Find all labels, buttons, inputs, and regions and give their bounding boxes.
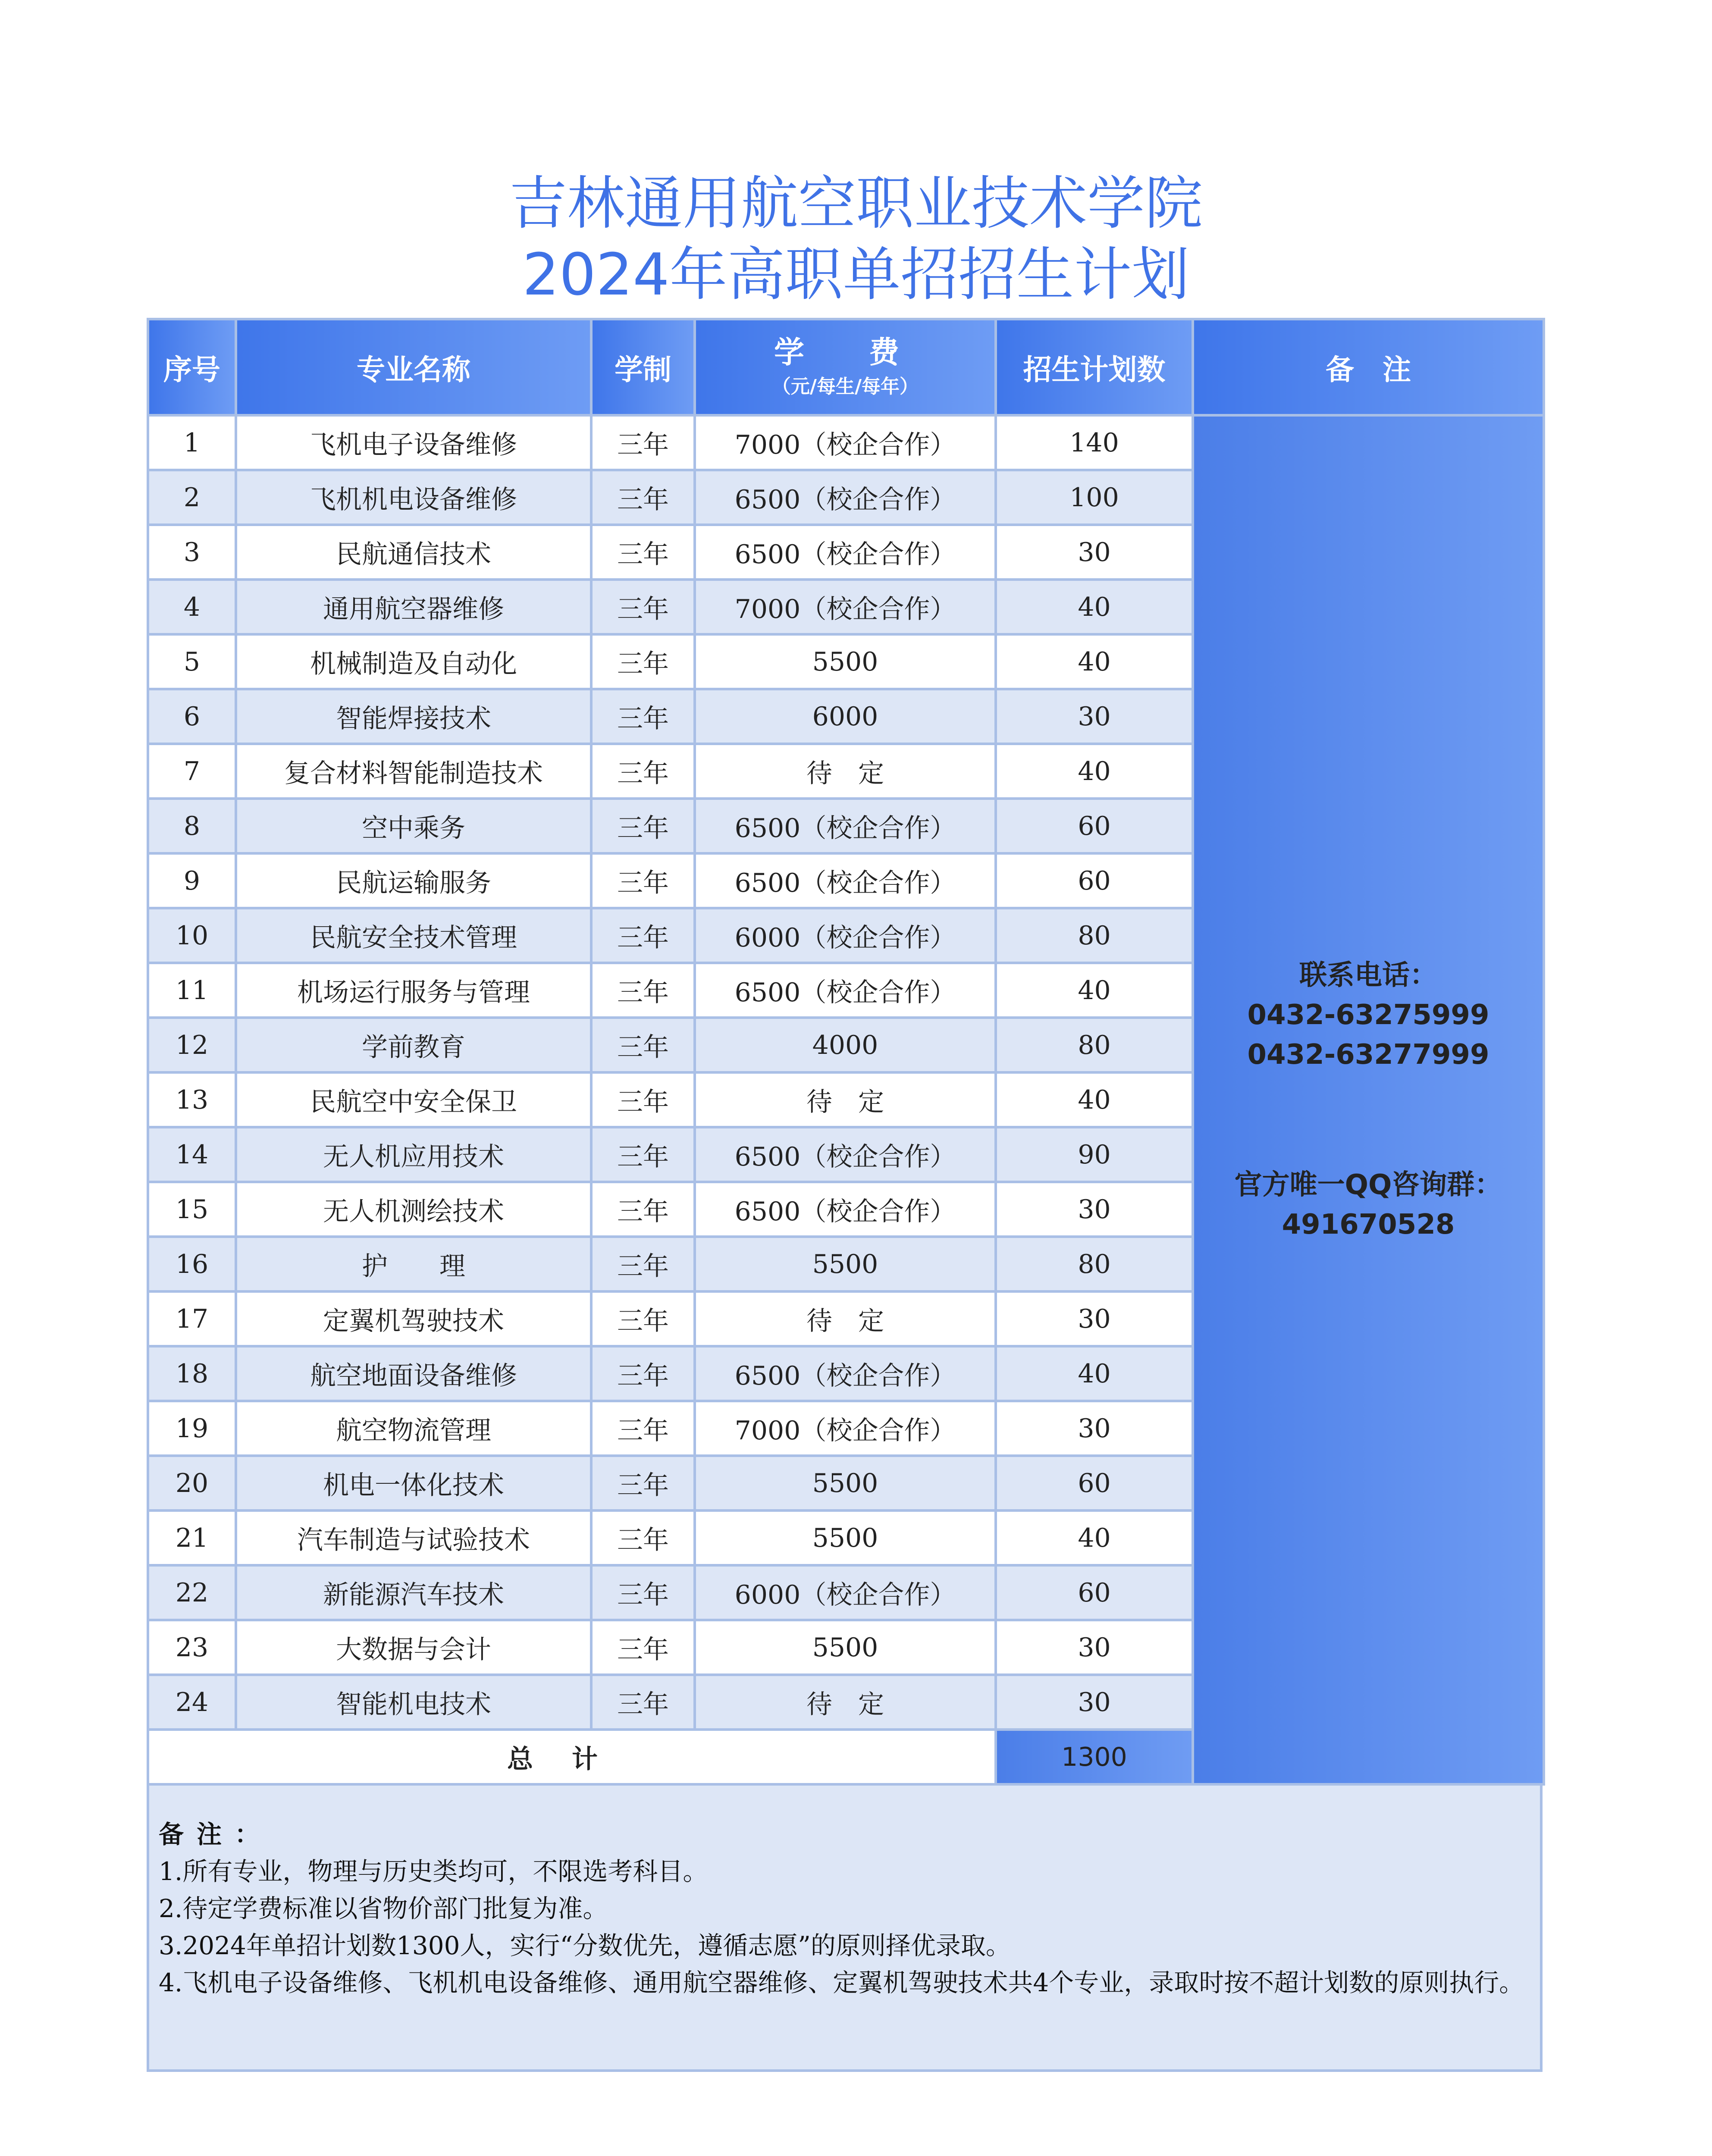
row-quota: 80 bbox=[996, 1237, 1193, 1291]
row-no: 22 bbox=[148, 1565, 236, 1620]
row-major: 定翼机驾驶技术 bbox=[236, 1291, 591, 1346]
row-duration: 三年 bbox=[591, 689, 695, 744]
note-item-3: 3.2024年单招计划数1300人，实行“分数优先，遵循志愿”的原则择优录取。 bbox=[159, 1931, 1011, 1960]
row-no: 5 bbox=[148, 634, 236, 689]
row-quota: 140 bbox=[996, 415, 1193, 470]
row-duration: 三年 bbox=[591, 470, 695, 525]
row-no: 6 bbox=[148, 689, 236, 744]
row-fee: 7000（校企合作） bbox=[695, 1401, 996, 1456]
header-major: 专业名称 bbox=[236, 319, 591, 415]
row-quota: 30 bbox=[996, 1620, 1193, 1675]
row-quota: 40 bbox=[996, 963, 1193, 1018]
row-quota: 40 bbox=[996, 634, 1193, 689]
row-fee: 6500（校企合作） bbox=[695, 963, 996, 1018]
row-quota: 40 bbox=[996, 1346, 1193, 1401]
row-major: 航空物流管理 bbox=[236, 1401, 591, 1456]
row-major: 飞机电子设备维修 bbox=[236, 415, 591, 470]
row-fee: 5500 bbox=[695, 1510, 996, 1565]
row-major: 学前教育 bbox=[236, 1018, 591, 1072]
row-fee: 6000（校企合作） bbox=[695, 908, 996, 963]
table-header-row bbox=[148, 319, 1544, 415]
header-remark: 备 注 bbox=[1193, 319, 1544, 415]
note-item-1: 1.所有专业，物理与历史类均可，不限选考科目。 bbox=[159, 1857, 708, 1886]
row-major: 智能机电技术 bbox=[236, 1675, 591, 1730]
row-fee: 6000 bbox=[695, 689, 996, 744]
row-duration: 三年 bbox=[591, 1565, 695, 1620]
row-no: 9 bbox=[148, 853, 236, 908]
row-fee: 6500（校企合作） bbox=[695, 1346, 996, 1401]
header-fee bbox=[695, 319, 996, 415]
remark-column bbox=[1193, 415, 1544, 1784]
row-duration: 三年 bbox=[591, 1072, 695, 1127]
row-no: 14 bbox=[148, 1127, 236, 1182]
row-quota: 60 bbox=[996, 799, 1193, 853]
row-fee: 7000（校企合作） bbox=[695, 580, 996, 634]
row-fee: 待 定 bbox=[695, 744, 996, 799]
row-quota: 30 bbox=[996, 689, 1193, 744]
row-duration: 三年 bbox=[591, 1346, 695, 1401]
row-no: 3 bbox=[148, 525, 236, 580]
row-quota: 30 bbox=[996, 1675, 1193, 1730]
row-fee: 5500 bbox=[695, 1237, 996, 1291]
row-no: 11 bbox=[148, 963, 236, 1018]
row-quota: 60 bbox=[996, 1456, 1193, 1510]
row-fee: 6500（校企合作） bbox=[695, 470, 996, 525]
row-fee: 5500 bbox=[695, 634, 996, 689]
phone-number-2: 0432-63277999 bbox=[1247, 1038, 1489, 1071]
row-quota: 40 bbox=[996, 744, 1193, 799]
enrollment-sheet bbox=[147, 318, 1543, 2072]
row-no: 13 bbox=[148, 1072, 236, 1127]
row-no: 15 bbox=[148, 1182, 236, 1237]
row-major: 民航安全技术管理 bbox=[236, 908, 591, 963]
row-fee: 6500（校企合作） bbox=[695, 853, 996, 908]
row-major: 机电一体化技术 bbox=[236, 1456, 591, 1510]
row-no: 1 bbox=[148, 415, 236, 470]
row-major: 大数据与会计 bbox=[236, 1620, 591, 1675]
row-duration: 三年 bbox=[591, 963, 695, 1018]
note-item-2: 2.待定学费标准以省物价部门批复为准。 bbox=[159, 1894, 608, 1923]
row-major: 机械制造及自动化 bbox=[236, 634, 591, 689]
row-quota: 80 bbox=[996, 908, 1193, 963]
row-duration: 三年 bbox=[591, 1675, 695, 1730]
row-quota: 40 bbox=[996, 580, 1193, 634]
row-duration: 三年 bbox=[591, 744, 695, 799]
row-fee: 6500（校企合作） bbox=[695, 799, 996, 853]
header-fee-label: 学 费 bbox=[774, 334, 916, 370]
header-quota: 招生计划数 bbox=[996, 319, 1193, 415]
qq-group-number: 491670528 bbox=[1282, 1208, 1455, 1241]
header-fee-unit: （元/每生/每年） bbox=[771, 375, 919, 398]
row-fee: 待 定 bbox=[695, 1072, 996, 1127]
row-major: 飞机机电设备维修 bbox=[236, 470, 591, 525]
row-quota: 100 bbox=[996, 470, 1193, 525]
row-major: 空中乘务 bbox=[236, 799, 591, 853]
row-fee: 6500（校企合作） bbox=[695, 525, 996, 580]
row-fee: 待 定 bbox=[695, 1675, 996, 1730]
total-value: 1300 bbox=[996, 1730, 1193, 1784]
qq-group-label: 官方唯一QQ咨询群： bbox=[1234, 1169, 1502, 1201]
phone-number-1: 0432-63275999 bbox=[1247, 999, 1489, 1031]
header-no: 序号 bbox=[148, 319, 236, 415]
row-no: 12 bbox=[148, 1018, 236, 1072]
total-label: 总计 bbox=[148, 1730, 996, 1784]
row-major: 无人机应用技术 bbox=[236, 1127, 591, 1182]
row-no: 2 bbox=[148, 470, 236, 525]
row-duration: 三年 bbox=[591, 799, 695, 853]
row-no: 23 bbox=[148, 1620, 236, 1675]
note-item-4: 4.飞机电子设备维修、飞机机电设备维修、通用航空器维修、定翼机驾驶技术共4个专业，录取时按不超计划数的原则执行。 bbox=[159, 1968, 1524, 1997]
row-quota: 40 bbox=[996, 1072, 1193, 1127]
row-no: 18 bbox=[148, 1346, 236, 1401]
row-quota: 60 bbox=[996, 853, 1193, 908]
row-major: 通用航空器维修 bbox=[236, 580, 591, 634]
row-major: 机场运行服务与管理 bbox=[236, 963, 591, 1018]
row-fee: 6500（校企合作） bbox=[695, 1182, 996, 1237]
row-duration: 三年 bbox=[591, 853, 695, 908]
row-fee: 待 定 bbox=[695, 1291, 996, 1346]
phone-label: 联系电话： bbox=[1299, 959, 1437, 991]
row-major: 无人机测绘技术 bbox=[236, 1182, 591, 1237]
notes-section bbox=[147, 1786, 1543, 2072]
row-no: 21 bbox=[148, 1510, 236, 1565]
row-no: 10 bbox=[148, 908, 236, 963]
row-duration: 三年 bbox=[591, 1018, 695, 1072]
row-quota: 60 bbox=[996, 1565, 1193, 1620]
row-fee: 6500（校企合作） bbox=[695, 1127, 996, 1182]
row-duration: 三年 bbox=[591, 525, 695, 580]
table-row bbox=[148, 415, 1544, 470]
row-major: 新能源汽车技术 bbox=[236, 1565, 591, 1620]
enrollment-table bbox=[147, 318, 1545, 1786]
row-major: 民航通信技术 bbox=[236, 525, 591, 580]
row-quota: 30 bbox=[996, 1182, 1193, 1237]
row-duration: 三年 bbox=[591, 1182, 695, 1237]
row-no: 17 bbox=[148, 1291, 236, 1346]
page-title-line1: 吉林通用航空职业技术学院 bbox=[509, 170, 1203, 237]
row-major: 护 理 bbox=[236, 1237, 591, 1291]
row-duration: 三年 bbox=[591, 1237, 695, 1291]
row-quota: 90 bbox=[996, 1127, 1193, 1182]
row-quota: 40 bbox=[996, 1510, 1193, 1565]
row-no: 16 bbox=[148, 1237, 236, 1291]
row-no: 8 bbox=[148, 799, 236, 853]
row-quota: 30 bbox=[996, 525, 1193, 580]
row-fee: 5500 bbox=[695, 1620, 996, 1675]
row-major: 复合材料智能制造技术 bbox=[236, 744, 591, 799]
row-duration: 三年 bbox=[591, 1510, 695, 1565]
row-major: 民航空中安全保卫 bbox=[236, 1072, 591, 1127]
row-duration: 三年 bbox=[591, 1401, 695, 1456]
row-duration: 三年 bbox=[591, 1291, 695, 1346]
row-major: 智能焊接技术 bbox=[236, 689, 591, 744]
row-no: 19 bbox=[148, 1401, 236, 1456]
page-title-line2: 2024年高职单招招生计划 bbox=[522, 241, 1190, 308]
row-duration: 三年 bbox=[591, 1456, 695, 1510]
row-quota: 30 bbox=[996, 1291, 1193, 1346]
row-quota: 30 bbox=[996, 1401, 1193, 1456]
row-fee: 6000（校企合作） bbox=[695, 1565, 996, 1620]
row-fee: 5500 bbox=[695, 1456, 996, 1510]
row-duration: 三年 bbox=[591, 1127, 695, 1182]
row-major: 民航运输服务 bbox=[236, 853, 591, 908]
row-major: 航空地面设备维修 bbox=[236, 1346, 591, 1401]
row-duration: 三年 bbox=[591, 1620, 695, 1675]
notes-heading: 备注： bbox=[159, 1820, 273, 1849]
row-fee: 4000 bbox=[695, 1018, 996, 1072]
row-no: 24 bbox=[148, 1675, 236, 1730]
row-duration: 三年 bbox=[591, 415, 695, 470]
row-quota: 80 bbox=[996, 1018, 1193, 1072]
header-duration: 学制 bbox=[591, 319, 695, 415]
row-no: 7 bbox=[148, 744, 236, 799]
row-duration: 三年 bbox=[591, 580, 695, 634]
row-fee: 7000（校企合作） bbox=[695, 415, 996, 470]
row-no: 20 bbox=[148, 1456, 236, 1510]
row-major: 汽车制造与试验技术 bbox=[236, 1510, 591, 1565]
row-no: 4 bbox=[148, 580, 236, 634]
row-duration: 三年 bbox=[591, 634, 695, 689]
row-duration: 三年 bbox=[591, 908, 695, 963]
